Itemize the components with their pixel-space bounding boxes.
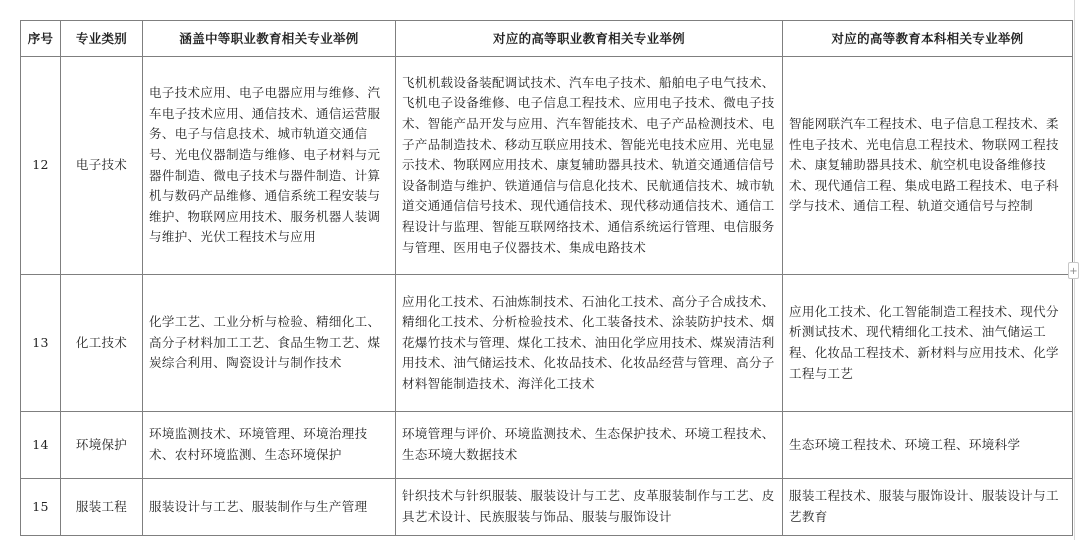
table-row [21, 275, 1073, 412]
table-header-row [21, 21, 1073, 57]
row-index: 13 [21, 275, 61, 412]
row-bachelor-majors: 智能网联汽车工程技术、电子信息工程技术、柔性电子技术、光电信息工程技术、物联网工程技术、康复辅助器具技术、航空机电设备维修技术、现代通信工程、集成电路工程技术、电子科学与技术、通信工程、轨道交通信号与控制 [783, 57, 1073, 275]
row-category: 电子技术 [61, 57, 143, 275]
row-category: 化工技术 [61, 275, 143, 412]
row-bachelor-majors: 应用化工技术、化工智能制造工程技术、现代分析测试技术、现代精细化工技术、油气储运工程、化妆品工程技术、新材料与应用技术、化学工程与工艺 [783, 275, 1073, 412]
row-category: 服装工程 [61, 479, 143, 536]
header-secondary-majors: 涵盖中等职业教育相关专业举例 [143, 21, 396, 57]
header-category: 专业类别 [61, 21, 143, 57]
row-category: 环境保护 [61, 412, 143, 479]
row-index: 14 [21, 412, 61, 479]
row-vocational-majors: 针织技术与针织服装、服装设计与工艺、皮革服装制作与工艺、皮具艺术设计、民族服装与饰品、服装与服饰设计 [396, 479, 783, 536]
row-vocational-majors: 环境管理与评价、环境监测技术、生态保护技术、环境工程技术、生态环境大数据技术 [396, 412, 783, 479]
row-secondary-majors: 服装设计与工艺、服装制作与生产管理 [143, 479, 396, 536]
plus-icon[interactable]: + [1068, 262, 1079, 279]
header-bachelor-majors: 对应的高等教育本科相关专业举例 [783, 21, 1073, 57]
table-row [21, 479, 1073, 536]
row-bachelor-majors: 服装工程技术、服装与服饰设计、服装设计与工艺教育 [783, 479, 1073, 536]
row-vocational-majors: 飞机机载设备装配调试技术、汽车电子技术、船舶电子电气技术、飞机电子设备维修、电子信息工程技术、应用电子技术、微电子技术、智能产品开发与应用、汽车智能技术、电子产品检测技术、电子产品制造技术、移动互联应用技术、智能光电技术应用、光电显示技术、物联网应用技术、康复辅助器具技术、轨道交通通信信号设备制造与维护、铁道通信与信息化技术、民航通信技术、城市轨道交通通信信号技术、现代通信技术、现代移动通信技术、通信工程设计与监理、智能互联网络技术、通信系统运行管理、电信服务与管理、医用电子仪器技术、集成电路技术 [396, 57, 783, 275]
row-secondary-majors: 化学工艺、工业分析与检验、精细化工、高分子材料加工工艺、食品生物工艺、煤炭综合利用、陶瓷设计与制作技术 [143, 275, 396, 412]
header-index: 序号 [21, 21, 61, 57]
row-bachelor-majors: 生态环境工程技术、环境工程、环境科学 [783, 412, 1073, 479]
major-catalog-table [20, 20, 1073, 536]
row-index: 15 [21, 479, 61, 536]
row-secondary-majors: 环境监测技术、环境管理、环境治理技术、农村环境监测、生态环境保护 [143, 412, 396, 479]
table-row [21, 412, 1073, 479]
row-index: 12 [21, 57, 61, 275]
row-secondary-majors: 电子技术应用、电子电器应用与维修、汽车电子技术应用、通信技术、通信运营服务、电子与信息技术、城市轨道交通信号、光电仪器制造与维修、电子材料与元器件制造、微电子技术与器件制造、计算机与数码产品维修、通信系统工程安装与维护、物联网应用技术、服务机器人装调与维护、光伏工程技术与应用 [143, 57, 396, 275]
header-vocational-majors: 对应的高等职业教育相关专业举例 [396, 21, 783, 57]
row-vocational-majors: 应用化工技术、石油炼制技术、石油化工技术、高分子合成技术、精细化工技术、分析检验技术、化工装备技术、涂装防护技术、烟花爆竹技术与管理、煤化工技术、油田化学应用技术、煤炭清洁利用技术、油气储运技术、化妆品技术、化妆品经营与管理、高分子材料智能制造技术、海洋化工技术 [396, 275, 783, 412]
table-row [21, 57, 1073, 275]
